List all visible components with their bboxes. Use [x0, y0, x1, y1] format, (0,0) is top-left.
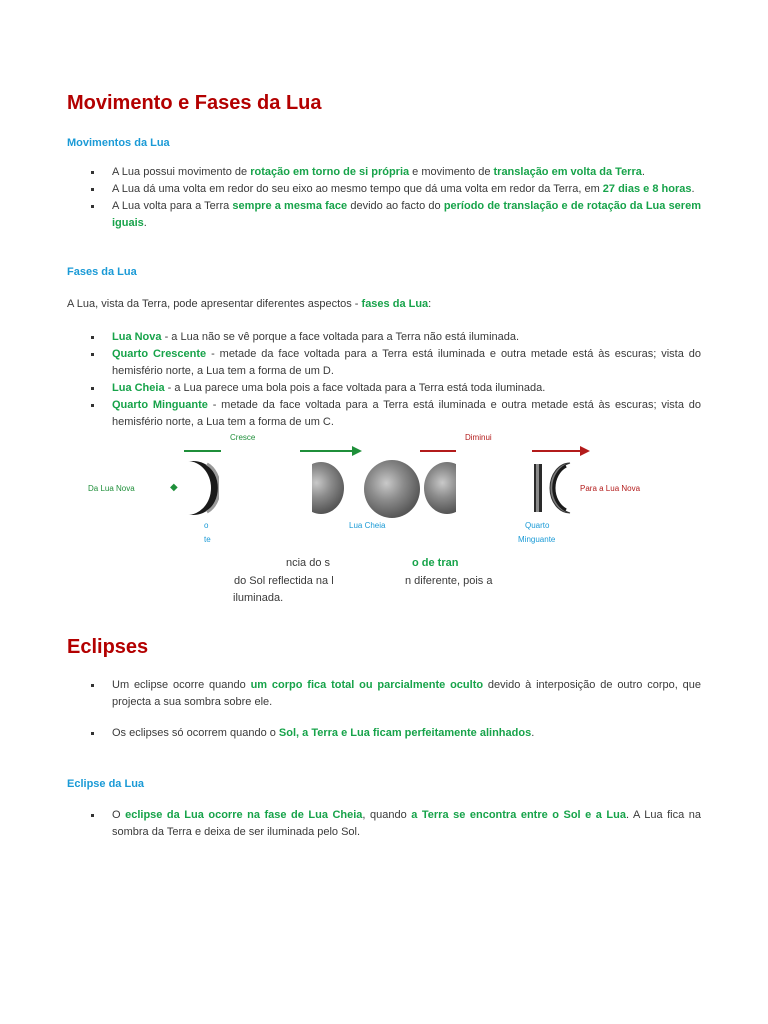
highlight: um corpo fica total ou parcialmente oculto: [250, 679, 484, 691]
hidden-text-fragment: do Sol reflectida na l: [234, 575, 334, 587]
phase-arrows: [180, 443, 600, 459]
text: A Lua volta para a Terra: [112, 200, 233, 212]
text: - a Lua não se vê porque a face voltada para a Terra não está iluminada.: [161, 331, 520, 343]
page-title: Movimento e Fases da Lua: [67, 92, 322, 114]
arrow-small-icon: ◆: [170, 482, 178, 493]
highlight: sempre a mesma face: [232, 200, 348, 212]
label-fragment-o: o: [204, 521, 209, 530]
label-lua-cheia: Lua Cheia: [349, 521, 386, 530]
text: Os eclipses só ocorrem quando o: [112, 727, 279, 739]
text: Um eclipse ocorre quando: [112, 679, 251, 691]
list-item: [67, 807, 701, 841]
highlight: Lua Cheia: [112, 382, 165, 394]
highlight: período de translação e de rotação da Lua serem iguais: [112, 200, 701, 229]
highlight: Quarto Minguante: [112, 399, 208, 411]
label-para-lua-nova: Para a Lua Nova: [580, 484, 641, 493]
text: . A Lua fica na sombra da Terra e deixa de ser iluminada pelo Sol.: [112, 809, 701, 838]
text: devido à interposição de outro corpo, que projecta a sua sombra sobre ele.: [112, 679, 701, 708]
fases-intro: [67, 296, 701, 313]
text: , quando: [362, 809, 412, 821]
text: .: [143, 217, 147, 229]
list-item: [67, 198, 701, 232]
list-item: [67, 346, 701, 380]
text: - metade da face voltada para a Terra está iluminada e outra metade está às escuras; vista do hemisfério norte, a Lua tem a forma de um C.: [112, 399, 701, 428]
hidden-text-fragment: o de tran: [412, 557, 459, 569]
text: :: [428, 298, 432, 310]
eclipses-list: [67, 677, 701, 742]
moon-gibbous-2: [424, 462, 470, 514]
text: O: [112, 809, 126, 821]
list-item: [67, 181, 701, 198]
moon-crescent-waning: [530, 460, 580, 516]
highlight: eclipse da Lua ocorre na fase de Lua Cheia: [125, 809, 363, 821]
section-title-fases: Fases da Lua: [67, 266, 137, 278]
text: .: [641, 166, 645, 178]
text: A Lua possui movimento de: [112, 166, 251, 178]
section-title-movimentos: Movimentos da Lua: [67, 137, 170, 149]
moon-gibbous-1: [298, 462, 344, 514]
text: A Lua dá uma volta em redor do seu eixo ao mesmo tempo que dá uma volta em redor da Terra, em: [112, 183, 603, 195]
list-item: [67, 397, 701, 431]
text: e movimento de: [409, 166, 494, 178]
highlight: 27 dias e 8 horas: [602, 183, 692, 195]
text: .: [531, 727, 535, 739]
text: A Lua, vista da Terra, pode apresentar diferentes aspectos -: [67, 298, 362, 310]
eclipse-lua-list: [67, 807, 701, 841]
highlight: translação em volta da Terra: [493, 166, 642, 178]
hidden-text-fragment: n diferente, pois a: [405, 575, 493, 587]
list-item: [67, 725, 701, 742]
text: .: [691, 183, 695, 195]
highlight: Quarto Crescente: [112, 348, 207, 360]
moon-full: [364, 460, 420, 518]
hidden-text-fragment: ncia do s: [286, 557, 331, 569]
fases-list: [67, 329, 701, 431]
label-fragment-te: te: [204, 535, 211, 544]
moon-crescent-waxing: [183, 460, 223, 516]
hidden-text-fragment: iluminada.: [233, 592, 284, 604]
list-item: [67, 677, 701, 711]
label-quarto: Quarto: [525, 521, 550, 530]
highlight: Lua Nova: [112, 331, 162, 343]
label-minguante: Minguante: [518, 535, 556, 544]
movimentos-list: [67, 164, 701, 232]
label-diminui: Diminui: [465, 433, 492, 442]
highlight: a Terra se encontra entre o Sol e a Lua: [411, 809, 626, 821]
text: devido ao facto do: [347, 200, 444, 212]
list-item: [67, 380, 701, 397]
text: - metade da face voltada para a Terra está iluminada e outra metade está às escuras; vista do hemisfério norte, a Lua tem a forma de um D.: [112, 348, 701, 377]
label-da-lua-nova: Da Lua Nova: [88, 484, 135, 493]
eclipses-title: Eclipses: [67, 636, 149, 658]
highlight: fases da Lua: [361, 298, 429, 310]
highlight: rotação em torno de si própria: [250, 166, 410, 178]
list-item: [67, 329, 701, 346]
highlight: Sol, a Terra e Lua ficam perfeitamente alinhados: [278, 727, 532, 739]
text: - a Lua parece uma bola pois a face voltada para a Terra está toda iluminada.: [164, 382, 546, 394]
arrow-green-head: [352, 446, 362, 456]
list-item: [67, 164, 701, 181]
label-cresce: Cresce: [230, 433, 256, 442]
section-title-eclipse-lua: Eclipse da Lua: [67, 778, 145, 790]
arrow-red-head: [580, 446, 590, 456]
